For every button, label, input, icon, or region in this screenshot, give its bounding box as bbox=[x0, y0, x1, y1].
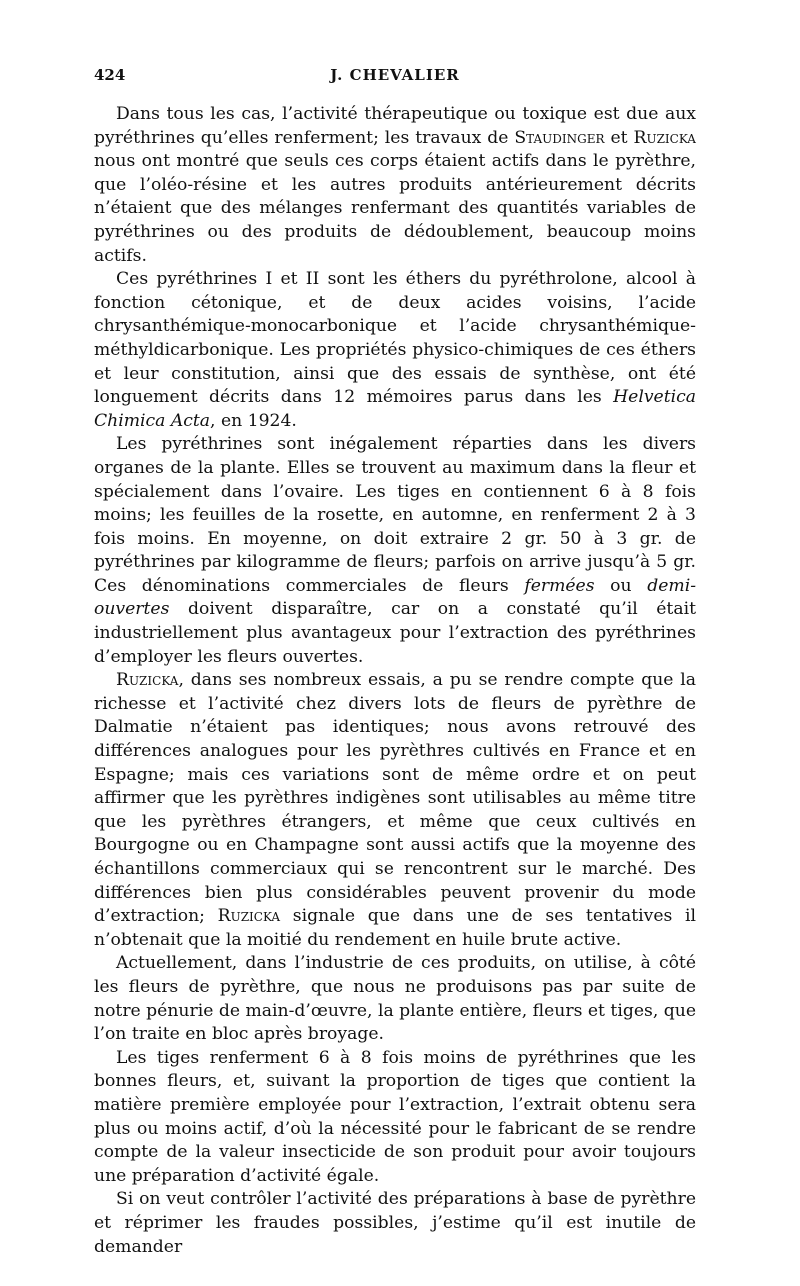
paragraph-6: Les tiges renferment 6 à 8 fois moins de pyréthrines que les bonnes fleurs, et, suivant la proportion de tiges que contient la matière première employée pour l’extraction, l’extrait obtenu sera plus ou moins actif, d’où la nécessité pour le fabricant de se rendre compte de la valeur insecticide de son produit pour avoir toujours une préparation d’activité égale. bbox=[94, 1047, 696, 1186]
author-staudinger: Staudinger bbox=[514, 127, 605, 148]
author-ruzicka: Ruzicka bbox=[217, 906, 281, 927]
paragraph-2: Ces pyréthrines I et II sont les éthers du pyréthrolone, alcool à fonction cétonique, et de deux acides voisins, l’acide chrysanthémique-monocarbonique et l’acide chrysanthémique-méthyldicarbonique. Les propriétés physico-chimiques de ces éthers et leur constitution, ainsi que des essais de synthèse, ont été longuement décrits dans 12 mémoires parus dans les Helvetica Chimica Acta, en 1924. bbox=[94, 269, 696, 431]
paragraph-1: Dans tous les cas, l’activité thérapeutique ou toxique est due aux pyréthrines qu’elles renferment; les travaux de Staudinger et Ruzicka nous ont montré que seuls ces corps étaient actifs dans le pyrèthre, que l’oléo-résine et les autres produits antérieurement décrits n’étaient que des mélanges renfermant des quantités variables de pyréthrines ou des produits de dédoublement, beaucoup moins actifs. bbox=[94, 104, 696, 266]
paragraph-7: Si on veut contrôler l’activité des préparations à base de pyrèthre et réprimer les fraudes possibles, j’estime qu’il est inutile de demander bbox=[94, 1189, 696, 1257]
author-ruzicka: Ruzicka bbox=[633, 127, 696, 148]
journal-title: Helvetica Chimica Acta bbox=[94, 387, 696, 431]
book-page bbox=[94, 66, 696, 1259]
paragraph-5: Actuellement, dans l’industrie de ces produits, on utilise, à côté les fleurs de pyrèthre, que nous ne produisons pas par suite de notre pénurie de main-d’œuvre, la plante entière, fleurs et tiges, que l’on traite en bloc après broyage. bbox=[94, 953, 696, 1045]
running-head bbox=[94, 66, 696, 88]
body-text bbox=[94, 103, 696, 1259]
author-ruzicka: Ruzicka bbox=[116, 670, 179, 691]
paragraph-4: Ruzicka, dans ses nombreux essais, a pu se rendre compte que la richesse et l’activité chez divers lots de fleurs de pyrèthre de Dalmatie n’étaient pas identiques; nous avons retrouvé des différences analogues pour les pyrèthres cultivés en France et en Espagne; mais ces variations sont de même ordre et on peut affirmer que les pyrèthres indigènes sont utilisables au même titre que les pyrèthres étrangers, et même que ceux cultivés en Bourgogne ou en Champagne sont aussi actifs que la moyenne des échantillons commerciaux qui se rencontrent sur le marché. Des différences bien plus considérables peuvent provenir du mode d’extraction; Ruzicka signale que dans une de ses tentatives il n’obtenait que la moitié du rendement en huile brute active. bbox=[94, 670, 697, 950]
term-demi-ouvertes: demi-ouvertes bbox=[94, 575, 696, 620]
paragraph-3: Les pyréthrines sont inégalement réparties dans les divers organes de la plante. Elles se trouvent au maximum dans la fleur et spécialement dans l’ovaire. Les tiges en contiennent 6 à 8 fois moins; les feuilles de la rosette, en automne, en renferment 2 à 3 fois moins. En moyenne, on doit extraire 2 gr. 50 à 3 gr. de pyréthrines par kilogramme de fleurs; parfois on arrive jusqu’à 5 gr. Ces dénominations commerciales de fleurs fermées ou demi-ouvertes doivent disparaître, car on a constaté qu’il était industriellement plus avantageux pour l’extraction des pyréthrines d’employer les fleurs ouvertes. bbox=[94, 434, 696, 667]
running-head-author: J. CHEVALIER bbox=[330, 66, 460, 84]
page-number: 424 bbox=[94, 66, 126, 84]
term-fermees: fermées bbox=[524, 575, 595, 596]
